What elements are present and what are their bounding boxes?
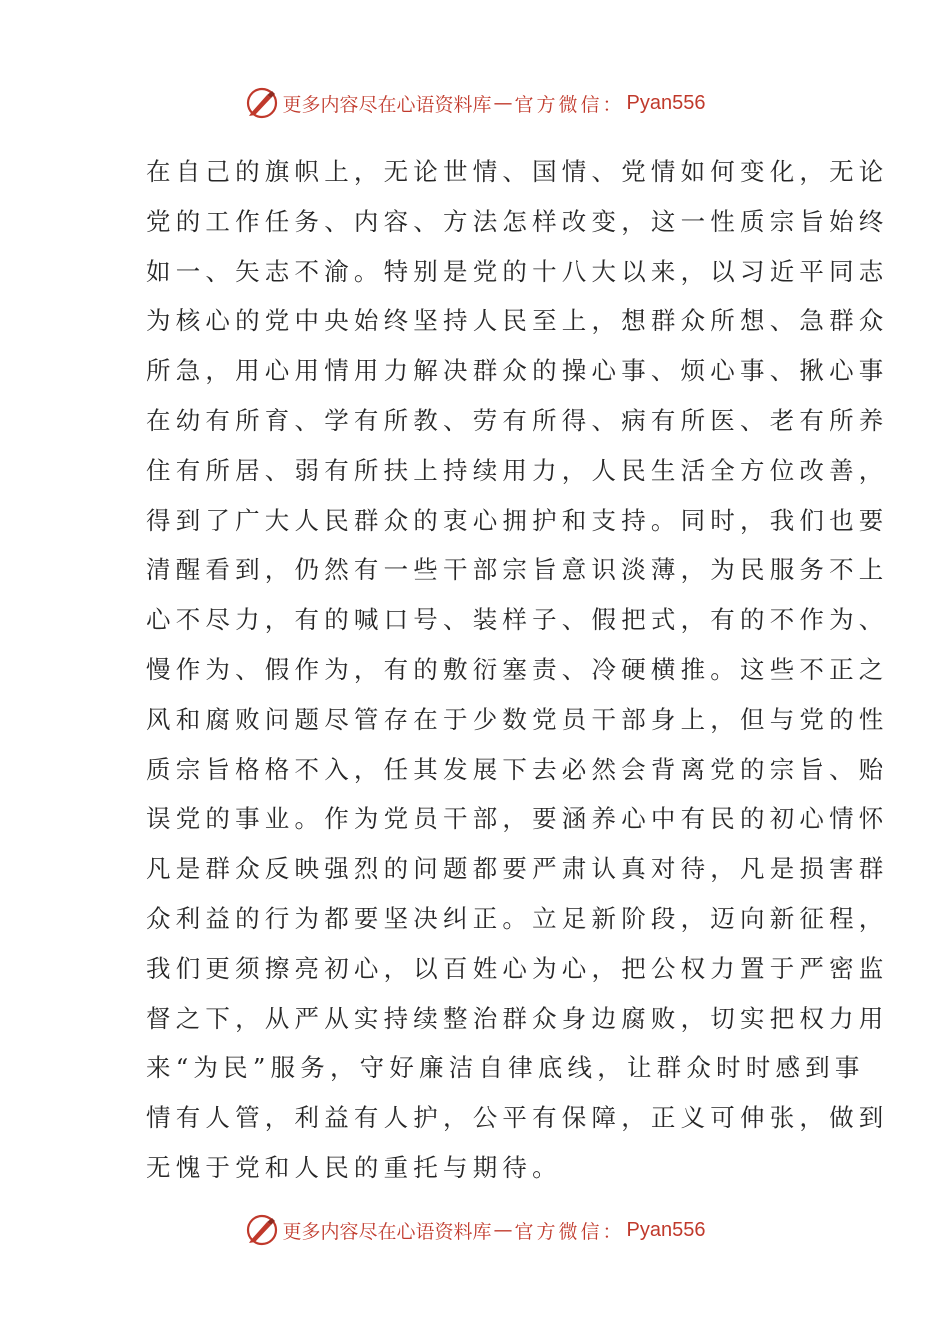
pen-logo-icon [245,86,279,120]
text-line: 无愧于党和人民的重托与期待。 [146,1152,562,1182]
body-text [146,147,889,1193]
text-line: 我们更须擦亮初心，以百姓心为心，把公权力置于严密监 [146,953,889,983]
text-line: 如一、矢志不渝。特别是党的十八大以来，以习近平同志 [146,256,889,286]
text-line: 督之下，从严从实持续整治群众身边腐败，切实把权力用 [146,1003,889,1033]
text-line: 心不尽力，有的喊口号、装样子、假把式，有的不作为、 [146,605,889,635]
text-line: 风和腐败问题尽管存在于少数党员干部身上，但与党的性 [146,704,889,734]
text-line: 质宗旨格格不入，任其发展下去必然会背离党的宗旨、贻 [146,754,889,784]
text-line: 来“为民”服务，守好廉洁自律底线，让群众时时感到事 [146,1053,865,1083]
text-line: 误党的事业。作为党员干部，要涵养心中有民的初心情怀 [146,804,889,834]
footer-wechat-label: 官方微信： [514,1220,625,1243]
footer-separator: — [493,1219,513,1241]
text-line: 众利益的行为都要坚决纠正。立足新阶段，迈向新征程， [146,903,889,933]
header-wechat-label: 官方微信： [514,93,625,116]
header-site-text: 更多内容尽在心语资料库 [282,93,492,116]
footer-site-text: 更多内容尽在心语资料库 [282,1220,492,1243]
text-line: 得到了广大人民群众的衷心拥护和支持。同时，我们也要 [146,505,889,535]
header-wechat-id: Pyan556 [626,91,706,114]
pen-logo-icon [245,1213,279,1247]
text-line: 为核心的党中央始终坚持人民至上，想群众所想、急群众 [146,306,889,336]
text-line: 所急，用心用情用力解决群众的操心事、烦心事、揪心事 [146,356,889,386]
text-line: 情有人管，利益有人护，公平有保障，正义可伸张，做到 [146,1103,889,1133]
text-line: 党的工作任务、内容、方法怎样改变，这一性质宗旨始终 [146,206,889,236]
text-line: 凡是群众反映强烈的问题都要严肃认真对待，凡是损害群 [146,854,889,884]
footer-wechat-id: Pyan556 [626,1218,706,1241]
header-banner [0,83,950,123]
footer-banner [0,1210,950,1250]
text-line: 慢作为、假作为，有的敷衍塞责、冷硬横推。这些不正之 [146,654,889,684]
text-line: 住有所居、弱有所扶上持续用力，人民生活全方位改善， [146,455,889,485]
text-line: 清醒看到，仍然有一些干部宗旨意识淡薄，为民服务不上 [146,555,889,585]
text-line: 在幼有所育、学有所教、劳有所得、病有所医、老有所养 [146,405,889,435]
text-line: 在自己的旗帜上，无论世情、国情、党情如何变化，无论 [146,157,889,186]
header-separator: — [493,92,513,114]
